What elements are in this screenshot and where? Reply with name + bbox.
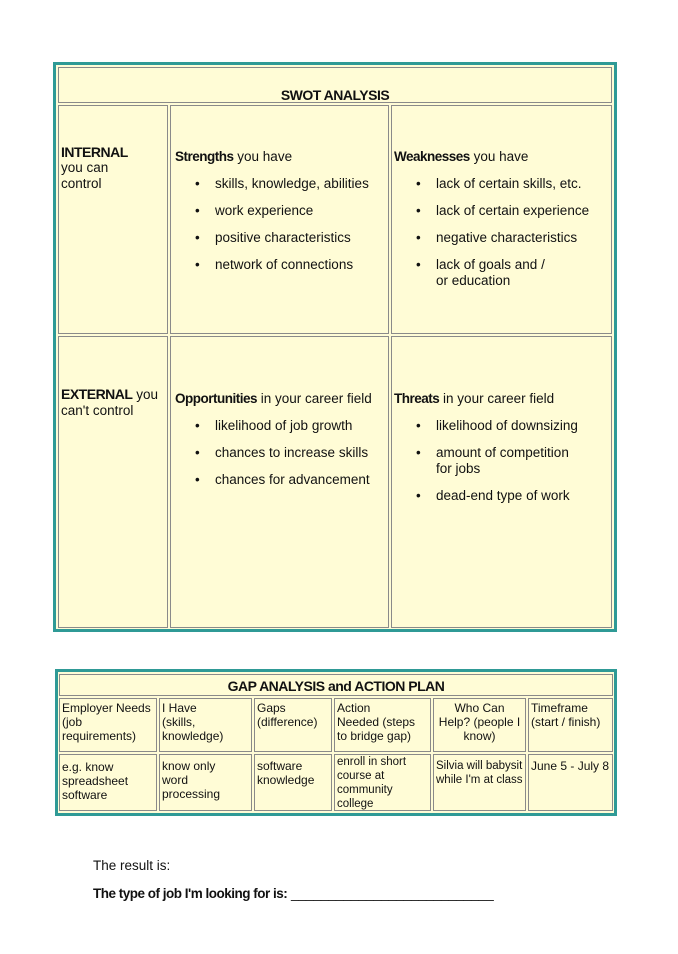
gap-title-cell — [59, 674, 613, 696]
strength-item: • skills, knowledge, abilities — [171, 176, 388, 192]
header-line: I Have — [162, 701, 197, 715]
external-label: EXTERNAL — [61, 386, 133, 402]
threats-cell — [391, 336, 612, 628]
weakness-item — [392, 257, 611, 289]
cell-line: June 5 - July 8 — [531, 759, 610, 773]
gap-row-i-have — [159, 754, 252, 811]
header-line: know) — [463, 729, 496, 743]
internal-desc-1: you can — [61, 160, 109, 175]
threat-item: • likelihood of downsizing — [392, 418, 611, 434]
weaknesses-cell — [391, 105, 612, 334]
cell-line: know only — [162, 759, 216, 773]
external-desc-2: can't control — [61, 403, 134, 418]
cell-line: e.g. know — [62, 760, 114, 774]
cell-line: processing — [162, 787, 221, 801]
weakness-item-4-line2: or education — [436, 273, 511, 288]
internal-label: INTERNAL — [61, 144, 128, 160]
gap-header-who-can-help — [433, 698, 526, 752]
weaknesses-suffix: you have — [473, 149, 529, 164]
threat-item — [392, 445, 611, 477]
gap-row-who-can-help — [433, 754, 526, 811]
cell-line: Silvia will babysit — [436, 760, 523, 772]
weakness-item: • negative characteristics — [392, 230, 611, 246]
cell-line: community college — [337, 784, 393, 810]
weakness-item: • lack of certain experience — [392, 203, 611, 219]
strengths-cell — [170, 105, 389, 334]
gap-row-employer-needs — [59, 754, 157, 811]
cell-line: software — [62, 788, 108, 802]
weakness-item-4-line1: lack of goals and / — [436, 257, 545, 272]
strength-item: • work experience — [171, 203, 388, 219]
strengths-heading: Strengths — [175, 149, 234, 164]
gap-row-action-needed — [334, 754, 431, 811]
threat-item-2-line2: for jobs — [436, 461, 481, 476]
strength-item: • positive characteristics — [171, 230, 388, 246]
external-cell — [58, 336, 168, 628]
cell-line: spreadsheet — [62, 774, 129, 788]
gap-header-action-needed — [334, 698, 431, 752]
cell-line: software — [257, 759, 303, 773]
cell-line: while I'm at class — [436, 774, 523, 786]
header-line: to bridge gap) — [337, 729, 412, 743]
header-line: (skills, — [162, 715, 196, 729]
threats-heading: Threats — [394, 391, 440, 406]
header-line: (difference) — [257, 715, 318, 729]
header-line: Help? (people I — [438, 715, 521, 729]
gap-title: GAP ANALYSIS and ACTION PLAN — [227, 678, 445, 694]
swot-title-cell — [58, 67, 612, 103]
header-line: knowledge) — [162, 729, 224, 743]
internal-desc-2: control — [61, 176, 102, 191]
cell-line: enroll in short — [337, 756, 407, 768]
opportunities-suffix: in your career field — [260, 391, 372, 406]
header-line: Gaps — [257, 701, 286, 715]
gap-row-timeframe — [528, 754, 613, 811]
header-line: Who Can — [454, 701, 505, 715]
job-type-label: The type of job I'm looking for is: — [93, 886, 288, 901]
header-line: (job — [62, 715, 83, 729]
gap-row-gaps — [254, 754, 332, 811]
weaknesses-heading: Weaknesses — [394, 149, 470, 164]
threat-item: • dead-end type of work — [392, 488, 611, 504]
gap-header-i-have — [159, 698, 252, 752]
gap-header-employer-needs — [59, 698, 157, 752]
job-type-blank[interactable]: ___________________________ — [290, 886, 494, 901]
swot-title: SWOT ANALYSIS — [280, 87, 390, 103]
header-line: Employer Needs — [62, 701, 151, 715]
gap-header-gaps — [254, 698, 332, 752]
cell-line: knowledge — [257, 773, 315, 787]
threats-suffix: in your career field — [443, 391, 555, 406]
internal-cell — [58, 105, 168, 334]
opportunities-heading: Opportunities — [175, 391, 257, 406]
external-desc-1: you — [136, 387, 158, 402]
job-type-line — [93, 886, 494, 901]
strengths-suffix: you have — [237, 149, 293, 164]
header-line: Action — [337, 701, 371, 715]
cell-line: course at — [337, 770, 385, 782]
opportunity-item: • chances to increase skills — [171, 445, 388, 461]
header-line: requirements) — [62, 729, 137, 743]
opportunity-item: • chances for advancement — [171, 472, 388, 488]
threat-item-2-line1: amount of competition — [436, 445, 569, 460]
header-line: Needed (steps — [337, 715, 416, 729]
opportunities-cell — [170, 336, 389, 628]
weakness-item: • lack of certain skills, etc. — [392, 176, 611, 192]
opportunity-item: • likelihood of job growth — [171, 418, 388, 434]
header-line: (start / finish) — [531, 715, 601, 729]
strength-item: • network of connections — [171, 257, 388, 273]
cell-line: word — [162, 773, 189, 787]
header-line: Timeframe — [531, 701, 588, 715]
gap-header-timeframe — [528, 698, 613, 752]
result-text: The result is: — [93, 858, 171, 873]
